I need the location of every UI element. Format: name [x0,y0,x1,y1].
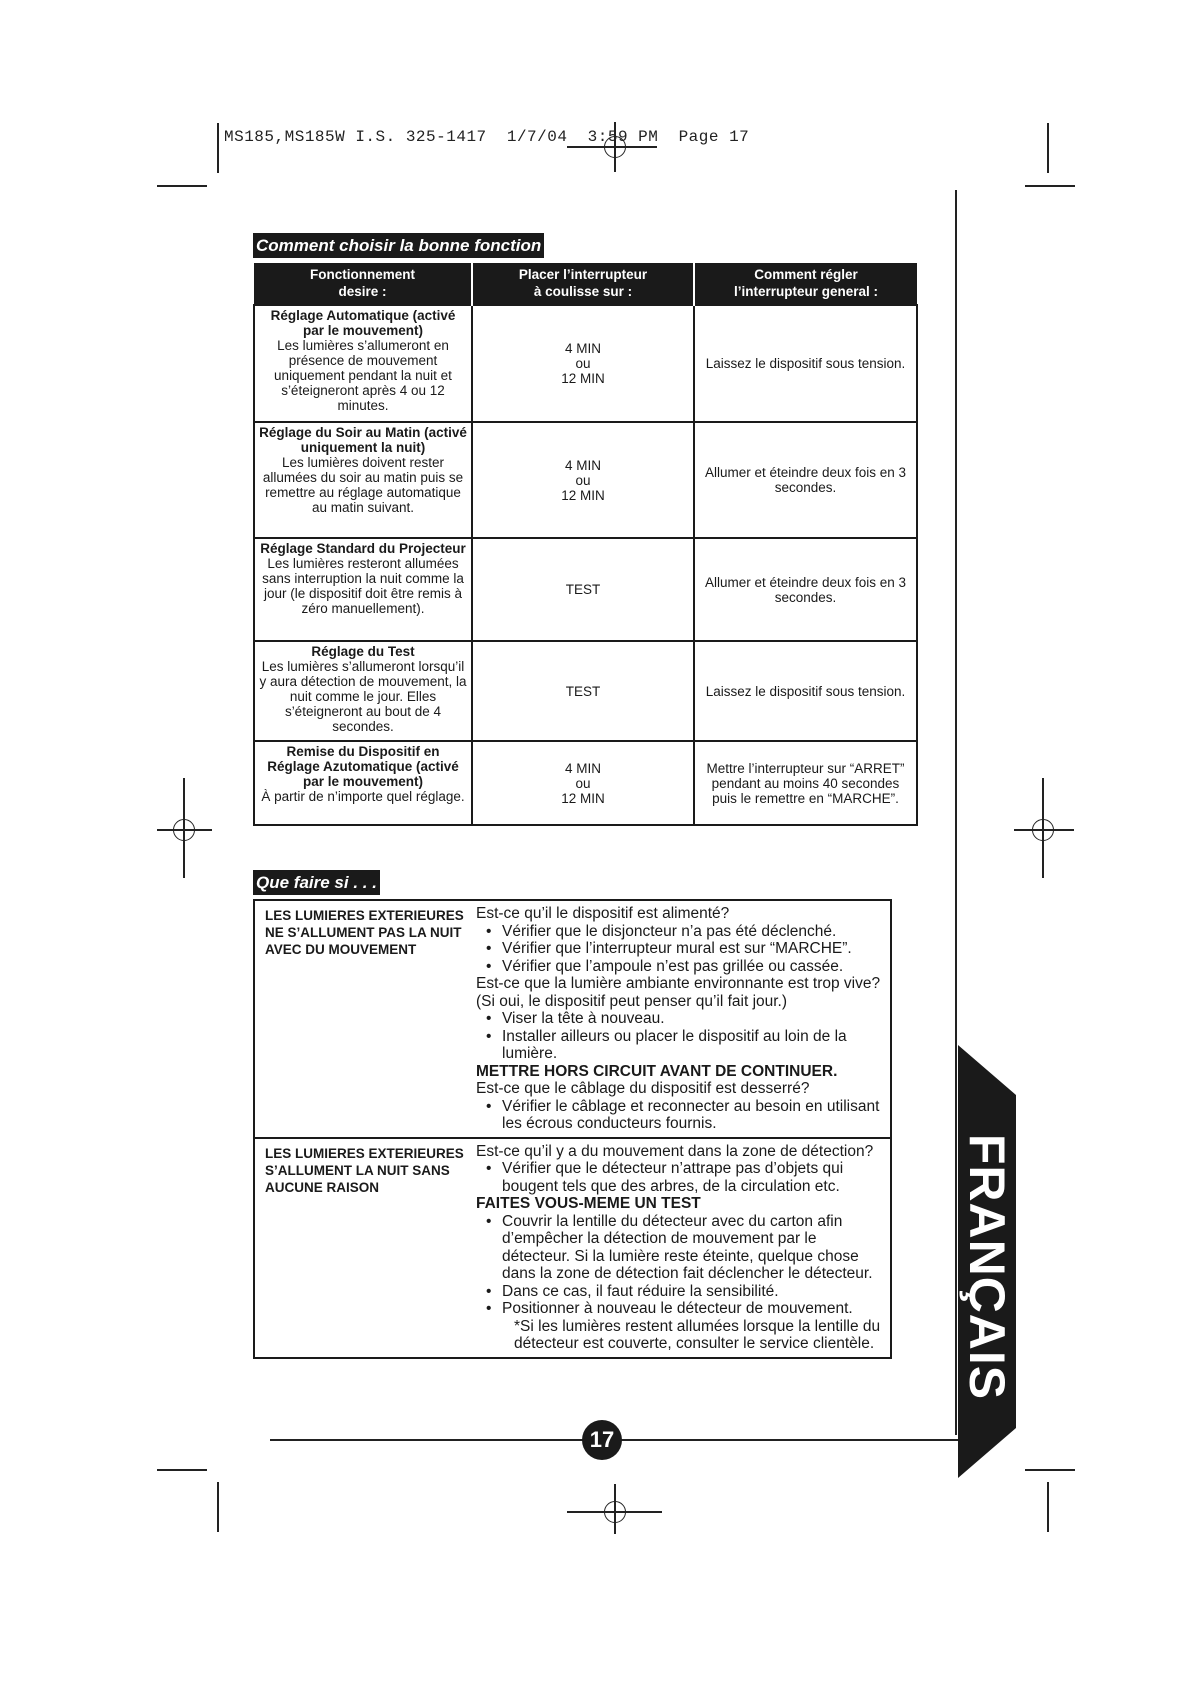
vertical-rule [955,190,957,1435]
col-header-setting [694,263,917,305]
function-description: Les lumières doivent rester allumées du soir au matin puis se remettre au réglage automatique au matin suivant. [262,455,464,515]
function-table [253,263,918,826]
switch-value: 4 MIN [564,760,601,776]
solution-line: Est-ce que la lumière ambiante environnante est trop vive? (Si oui, le dispositif peut penser qu’il fait jour.) [476,975,881,1010]
crop-mark [217,1482,219,1532]
switch-cell [472,422,694,538]
solution-bullet: • Vérifier le câblage et reconnecter au besoin en utilisant les écrous conducteurs fournis. [476,1098,884,1133]
solution-cell [472,1138,891,1358]
function-name: Réglage Automatique (activé par le mouvement) [270,308,456,338]
switch-value: TEST [565,582,601,597]
switch-cell [472,305,694,422]
page-number: 17 [582,1420,622,1460]
function-table-header [254,263,917,305]
table-row [254,1138,891,1358]
function-description: Les lumières s’allumeront lorsqu’il y aura détection de mouvement, la nuit comme le jour. Elles s’éteigneront au bout de 4 secondes. [259,659,467,734]
function-description: Les lumières resteront allumées sans interruption la nuit comme la jour (le dispositif doit être remis à zéro manuellement). [262,556,464,616]
col-header-line: Placer l’interrupteur [518,267,648,282]
function-cell [254,305,472,422]
crop-mark [217,123,219,173]
switch-cell [472,538,694,641]
function-description: À partir de n’importe quel réglage. [261,789,465,804]
solution-bullet: • Positionner à nouveau le détecteur de mouvement. [476,1300,884,1318]
solution-bullet: • Vérifier que l’interrupteur mural est sur “MARCHE”. [476,940,884,958]
registration-mark [604,1501,626,1523]
solution-line: Est-ce qu’il y a du mouvement dans la zone de détection? [476,1142,874,1160]
col-header-line: l’interrupteur general : [733,284,879,299]
section-title-function: Comment choisir la bonne fonction [253,233,544,258]
function-cell [254,422,472,538]
col-header-line: Comment régler [754,267,858,282]
registration-mark [173,819,195,841]
switch-value: 12 MIN [561,487,605,503]
function-cell [254,641,472,741]
solution-bullet: • Couvrir la lentille du détecteur avec du carton afin d’empêcher la détection de mouvement par le détecteur. Si la lumière reste éteinte, quelque chose dans la zone de détection fait déclencher le détecteur. [476,1213,884,1283]
problem-cell: LES LUMIERES EXTERIEURES NE S’ALLUMENT PAS LA NUIT AVEC DU MOUVEMENT [254,900,472,1138]
switch-value: 12 MIN [561,790,605,806]
action-cell: Allumer et éteindre deux fois en 3 secondes. [694,422,917,538]
troubleshooting-table [253,899,892,1359]
table-row [254,641,917,741]
switch-cell [472,641,694,741]
solution-heading: FAITES VOUS-MEME UN TEST [476,1195,701,1212]
crop-mark [1047,1482,1049,1532]
switch-value: ou [575,775,591,791]
table-row [254,741,917,825]
table-row [254,900,891,1138]
switch-value: 12 MIN [561,371,605,386]
registration-mark [1032,819,1054,841]
crop-mark [1025,1469,1075,1471]
function-cell [254,741,472,825]
function-cell [254,538,472,641]
crop-mark [1025,185,1075,187]
solution-note: *Si les lumières restent allumées lorsque la lentille du détecteur est couverte, consulter le service clientèle. [514,1317,881,1352]
solution-bullet: • Vérifier que le détecteur n’attrape pas d’objets qui bougent tels que des arbres, de la circulation etc. [476,1160,884,1195]
solution-bullet: • Installer ailleurs ou placer le dispositif au loin de la lumière. [476,1028,884,1063]
switch-value: ou [575,356,591,371]
crop-mark [157,185,207,187]
table-row [254,305,917,422]
language-label: FRANÇAIS [959,1133,1015,1401]
col-header-line: desire : [338,284,387,299]
table-row [254,422,917,538]
function-description: Les lumières s’allumeront en présence de mouvement uniquement pendant la nuit et s’éteigneront après 4 ou 12 minutes. [274,338,452,413]
col-header-function [254,263,472,305]
switch-value: 4 MIN [564,457,601,473]
solution-line: Est-ce que le câblage du dispositif est desserré? [476,1080,810,1097]
solution-bullet: • Dans ce cas, il faut réduire la sensibilité. [476,1283,884,1301]
col-header-line: à coulisse sur : [533,284,633,299]
solution-bullet: • Vérifier que le disjoncteur n’a pas été déclenché. [476,923,884,941]
col-header-line: Fonctionnement [310,267,415,282]
function-name: Réglage du Test [311,644,415,659]
problem-cell: LES LUMIERES EXTERIEURES S’ALLUMENT LA NUIT SANS AUCUNE RAISON [254,1138,472,1358]
action-cell: Laissez le dispositif sous tension. [694,305,917,422]
solution-line: Est-ce qu’il le dispositif est alimenté? [476,905,730,922]
col-header-switch [472,263,694,305]
solution-warning: METTRE HORS CIRCUIT AVANT DE CONTINUER. [476,1062,838,1080]
switch-cell [472,741,694,825]
crop-mark [1047,123,1049,173]
switch-value: TEST [565,683,601,699]
solution-bullet: • Viser la tête à nouveau. [476,1010,884,1028]
action-cell: Mettre l’interrupteur sur “ARRET” pendant au moins 40 secondes puis le remettre en “MARCHE”. [694,741,917,825]
crop-mark [157,1469,207,1471]
function-name: Réglage du Soir au Matin (activé uniquement la nuit) [259,425,467,455]
print-header: MS185,MS185W I.S. 325-1417 1/7/04 3:59 PM Page 17 [224,128,750,146]
function-name: Remise du Dispositif en Réglage Azutomatique (activé par le mouvement) [267,744,459,789]
solution-cell [472,900,891,1138]
action-cell: Allumer et éteindre deux fois en 3 secondes. [694,538,917,641]
switch-value: ou [575,472,591,488]
function-name: Réglage Standard du Projecteur [260,541,466,556]
action-cell: Laissez le dispositif sous tension. [694,641,917,741]
solution-bullet: • Vérifier que l’ampoule n’est pas grillée ou cassée. [476,958,884,976]
table-row [254,538,917,641]
section-title-troubleshoot: Que faire si . . . [253,870,380,895]
switch-value: 4 MIN [564,341,601,356]
